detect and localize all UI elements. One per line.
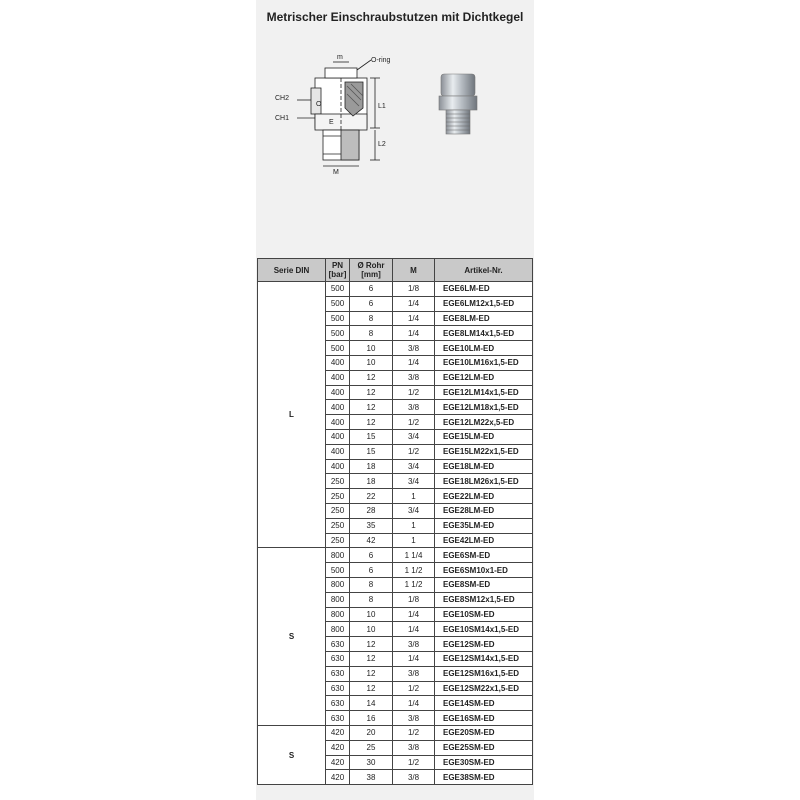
pn-cell: 500 (326, 563, 350, 578)
rohr-cell: 12 (350, 651, 393, 666)
artikel-cell: EGE8SM12x1,5-ED (435, 592, 533, 607)
rohr-cell: 6 (350, 296, 393, 311)
rohr-cell: 25 (350, 740, 393, 755)
pn-cell: 420 (326, 740, 350, 755)
artikel-cell: EGE42LM-ED (435, 533, 533, 548)
label-l1: L1 (378, 103, 386, 110)
m-cell: 1/2 (393, 755, 435, 770)
artikel-cell: EGE12SM14x1,5-ED (435, 651, 533, 666)
rohr-cell: 12 (350, 385, 393, 400)
rohr-cell: 42 (350, 533, 393, 548)
artikel-cell: EGE8LM14x1,5-ED (435, 326, 533, 341)
rohr-cell: 14 (350, 696, 393, 711)
m-cell: 1/2 (393, 725, 435, 740)
pn-cell: 400 (326, 429, 350, 444)
artikel-cell: EGE8SM-ED (435, 577, 533, 592)
artikel-cell: EGE10SM14x1,5-ED (435, 622, 533, 637)
m-cell: 1/2 (393, 385, 435, 400)
m-cell: 1/2 (393, 415, 435, 430)
pn-cell: 630 (326, 651, 350, 666)
m-cell: 1/8 (393, 592, 435, 607)
m-cell: 1/4 (393, 326, 435, 341)
header-rohr-line1: Ø Rohr (357, 261, 385, 270)
header-pn-line1: PN (331, 261, 344, 270)
artikel-cell: EGE18LM26x1,5-ED (435, 474, 533, 489)
pn-cell: 420 (326, 725, 350, 740)
pn-cell: 800 (326, 622, 350, 637)
rohr-cell: 6 (350, 563, 393, 578)
header-rohr (350, 259, 393, 282)
pn-cell: 630 (326, 681, 350, 696)
pn-cell: 400 (326, 385, 350, 400)
rohr-cell: 10 (350, 622, 393, 637)
header-rohr-line2: [mm] (361, 270, 381, 279)
label-o: O (316, 101, 322, 108)
table-header-row (258, 259, 533, 282)
rohr-cell: 35 (350, 518, 393, 533)
pn-cell: 500 (326, 326, 350, 341)
pn-cell: 250 (326, 503, 350, 518)
pn-cell: 250 (326, 533, 350, 548)
pn-cell: 400 (326, 400, 350, 415)
table-row (258, 725, 533, 740)
serie-cell: S (258, 725, 326, 784)
rohr-cell: 12 (350, 681, 393, 696)
rohr-cell: 8 (350, 326, 393, 341)
artikel-cell: EGE25SM-ED (435, 740, 533, 755)
pn-cell: 800 (326, 592, 350, 607)
table-row (258, 548, 533, 563)
pn-cell: 250 (326, 474, 350, 489)
pn-cell: 400 (326, 444, 350, 459)
artikel-cell: EGE30SM-ED (435, 755, 533, 770)
page-title: Metrischer Einschraubstutzen mit Dichtkegel (266, 10, 524, 24)
artikel-cell: EGE28LM-ED (435, 503, 533, 518)
m-cell: 3/8 (393, 370, 435, 385)
m-cell: 3/4 (393, 503, 435, 518)
rohr-cell: 8 (350, 577, 393, 592)
pn-cell: 420 (326, 755, 350, 770)
pn-cell: 250 (326, 518, 350, 533)
m-cell: 3/8 (393, 770, 435, 785)
m-cell: 1/4 (393, 696, 435, 711)
header-artikel: Artikel-Nr. (435, 259, 533, 282)
label-m: m (337, 54, 343, 61)
m-cell: 1/4 (393, 296, 435, 311)
serie-cell: L (258, 282, 326, 548)
m-cell: 3/8 (393, 666, 435, 681)
rohr-cell: 18 (350, 459, 393, 474)
header-serie: Serie DIN (258, 259, 326, 282)
m-cell: 1/8 (393, 282, 435, 297)
pn-cell: 400 (326, 355, 350, 370)
m-cell: 3/8 (393, 400, 435, 415)
m-cell: 1 1/4 (393, 548, 435, 563)
pn-cell: 400 (326, 370, 350, 385)
rohr-cell: 10 (350, 355, 393, 370)
rohr-cell: 16 (350, 711, 393, 726)
artikel-cell: EGE18LM-ED (435, 459, 533, 474)
rohr-cell: 6 (350, 282, 393, 297)
artikel-cell: EGE12LM22x,5-ED (435, 415, 533, 430)
label-M: M (333, 169, 339, 175)
m-cell: 3/8 (393, 740, 435, 755)
artikel-cell: EGE12LM18x1,5-ED (435, 400, 533, 415)
artikel-cell: EGE14SM-ED (435, 696, 533, 711)
m-cell: 1 1/2 (393, 577, 435, 592)
label-e: E (329, 119, 334, 126)
m-cell: 1/4 (393, 355, 435, 370)
header-m: M (393, 259, 435, 282)
spec-table (257, 258, 533, 785)
artikel-cell: EGE12LM-ED (435, 370, 533, 385)
artikel-cell: EGE6LM12x1,5-ED (435, 296, 533, 311)
m-cell: 3/8 (393, 637, 435, 652)
m-cell: 1/4 (393, 311, 435, 326)
pn-cell: 400 (326, 415, 350, 430)
rohr-cell: 20 (350, 725, 393, 740)
table-row (258, 282, 533, 297)
rohr-cell: 12 (350, 415, 393, 430)
label-l2: L2 (378, 141, 386, 148)
rohr-cell: 15 (350, 429, 393, 444)
pn-cell: 800 (326, 548, 350, 563)
header-pn (326, 259, 350, 282)
pn-cell: 630 (326, 666, 350, 681)
artikel-cell: EGE6SM10x1-ED (435, 563, 533, 578)
rohr-cell: 12 (350, 370, 393, 385)
pn-cell: 500 (326, 296, 350, 311)
table-body (258, 282, 533, 785)
artikel-cell: EGE35LM-ED (435, 518, 533, 533)
m-cell: 3/4 (393, 429, 435, 444)
rohr-cell: 12 (350, 400, 393, 415)
artikel-cell: EGE22LM-ED (435, 489, 533, 504)
rohr-cell: 15 (350, 444, 393, 459)
artikel-cell: EGE8LM-ED (435, 311, 533, 326)
rohr-cell: 18 (350, 474, 393, 489)
artikel-cell: EGE20SM-ED (435, 725, 533, 740)
pn-cell: 630 (326, 711, 350, 726)
serie-cell: S (258, 548, 326, 726)
artikel-cell: EGE12SM22x1,5-ED (435, 681, 533, 696)
artikel-cell: EGE38SM-ED (435, 770, 533, 785)
pn-cell: 500 (326, 282, 350, 297)
label-oring: O-ring (371, 57, 391, 64)
m-cell: 1/4 (393, 651, 435, 666)
artikel-cell: EGE16SM-ED (435, 711, 533, 726)
pn-cell: 630 (326, 637, 350, 652)
artikel-cell: EGE12SM16x1,5-ED (435, 666, 533, 681)
pn-cell: 500 (326, 341, 350, 356)
m-cell: 3/8 (393, 711, 435, 726)
artikel-cell: EGE12LM14x1,5-ED (435, 385, 533, 400)
artikel-cell: EGE15LM-ED (435, 429, 533, 444)
m-cell: 3/4 (393, 459, 435, 474)
rohr-cell: 22 (350, 489, 393, 504)
rohr-cell: 8 (350, 592, 393, 607)
label-ch2: CH2 (275, 95, 290, 102)
m-cell: 3/4 (393, 474, 435, 489)
rohr-cell: 10 (350, 341, 393, 356)
m-cell: 1 (393, 489, 435, 504)
rohr-cell: 38 (350, 770, 393, 785)
pn-cell: 250 (326, 489, 350, 504)
product-photo (433, 70, 483, 140)
pn-cell: 630 (326, 696, 350, 711)
artikel-cell: EGE6SM-ED (435, 548, 533, 563)
rohr-cell: 10 (350, 607, 393, 622)
m-cell: 1/2 (393, 444, 435, 459)
rohr-cell: 28 (350, 503, 393, 518)
header-pn-line2: [bar] (328, 270, 347, 279)
rohr-cell: 6 (350, 548, 393, 563)
rohr-cell: 12 (350, 637, 393, 652)
technical-drawing (275, 50, 405, 175)
pn-cell: 800 (326, 607, 350, 622)
rohr-cell: 8 (350, 311, 393, 326)
rohr-cell: 30 (350, 755, 393, 770)
rohr-cell: 12 (350, 666, 393, 681)
artikel-cell: EGE15LM22x1,5-ED (435, 444, 533, 459)
m-cell: 1/4 (393, 607, 435, 622)
m-cell: 3/8 (393, 341, 435, 356)
m-cell: 1 (393, 518, 435, 533)
artikel-cell: EGE10LM-ED (435, 341, 533, 356)
artikel-cell: EGE12SM-ED (435, 637, 533, 652)
m-cell: 1 (393, 533, 435, 548)
artikel-cell: EGE10LM16x1,5-ED (435, 355, 533, 370)
m-cell: 1 1/2 (393, 563, 435, 578)
artikel-cell: EGE6LM-ED (435, 282, 533, 297)
artikel-cell: EGE10SM-ED (435, 607, 533, 622)
pn-cell: 400 (326, 459, 350, 474)
pn-cell: 800 (326, 577, 350, 592)
m-cell: 1/2 (393, 681, 435, 696)
m-cell: 1/4 (393, 622, 435, 637)
pn-cell: 500 (326, 311, 350, 326)
pn-cell: 420 (326, 770, 350, 785)
label-ch1: CH1 (275, 115, 290, 122)
